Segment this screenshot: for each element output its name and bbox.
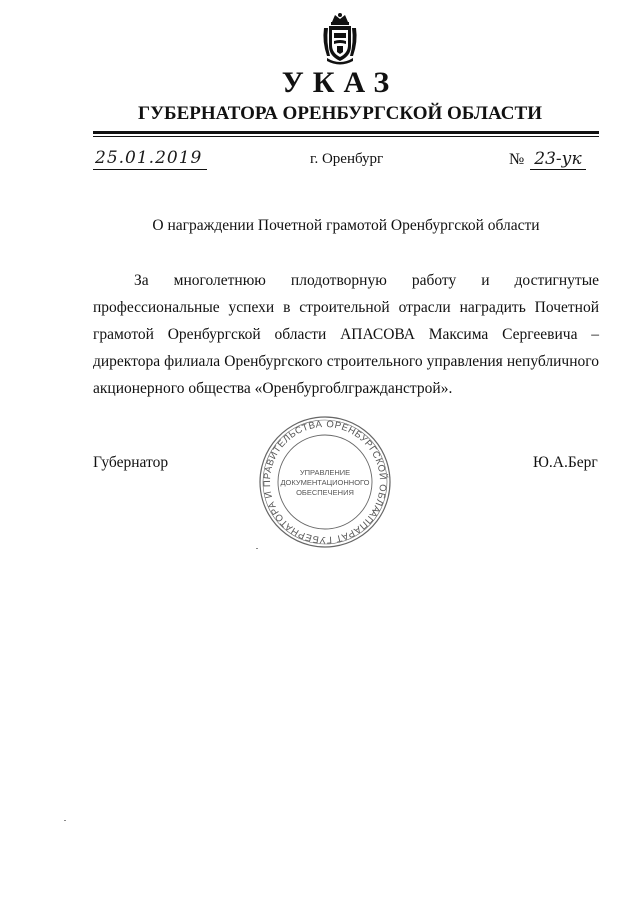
number-sign: № [509, 151, 525, 168]
number-value: 23-ук [530, 149, 586, 170]
stamp-outer-text: АППАРАТ ГУБЕРНАТОРА И ПРАВИТЕЛЬСТВА ОРЕНБУРГСКОЙ ОБЛАСТИ [261, 418, 389, 546]
document-heading: О награждении Почетной грамотой Оренбургской области [152, 217, 540, 234]
document-number [509, 149, 586, 170]
document-date: 25.01.2019 [93, 148, 207, 170]
stamp-line-1: УПРАВЛЕНИЕ [299, 468, 351, 477]
scan-speck [256, 548, 258, 549]
header-divider-thick [93, 131, 599, 134]
official-stamp [257, 414, 393, 550]
header-divider-thin [93, 136, 599, 137]
signer-name: Ю.А.Берг [533, 454, 598, 471]
issuer-subtitle: ГУБЕРНАТОРА ОРЕНБУРГСКОЙ ОБЛАСТИ [138, 103, 542, 124]
document-body: За многолетнюю плодотворную работу и достигнутые профессиональные успехи в строительной отрасли наградить Почетной грамотой Оренбургской области АПАСОВА Максима Сергеевича – директора филиала Оренбургского строительного управления непубличного акционерного общества «Оренбургоблгражданстрой». [93, 272, 599, 397]
signer-position: Губернатор [93, 454, 169, 471]
document-type-title: УКАЗ [281, 66, 399, 99]
scan-speck [64, 820, 66, 821]
stamp-line-3: ОБЕСПЕЧЕНИЯ [296, 488, 354, 497]
stamp-line-2: ДОКУМЕНТАЦИОННОГО [280, 478, 370, 487]
document-city: г. Оренбург [310, 151, 384, 167]
coat-of-arms-icon [321, 12, 359, 66]
